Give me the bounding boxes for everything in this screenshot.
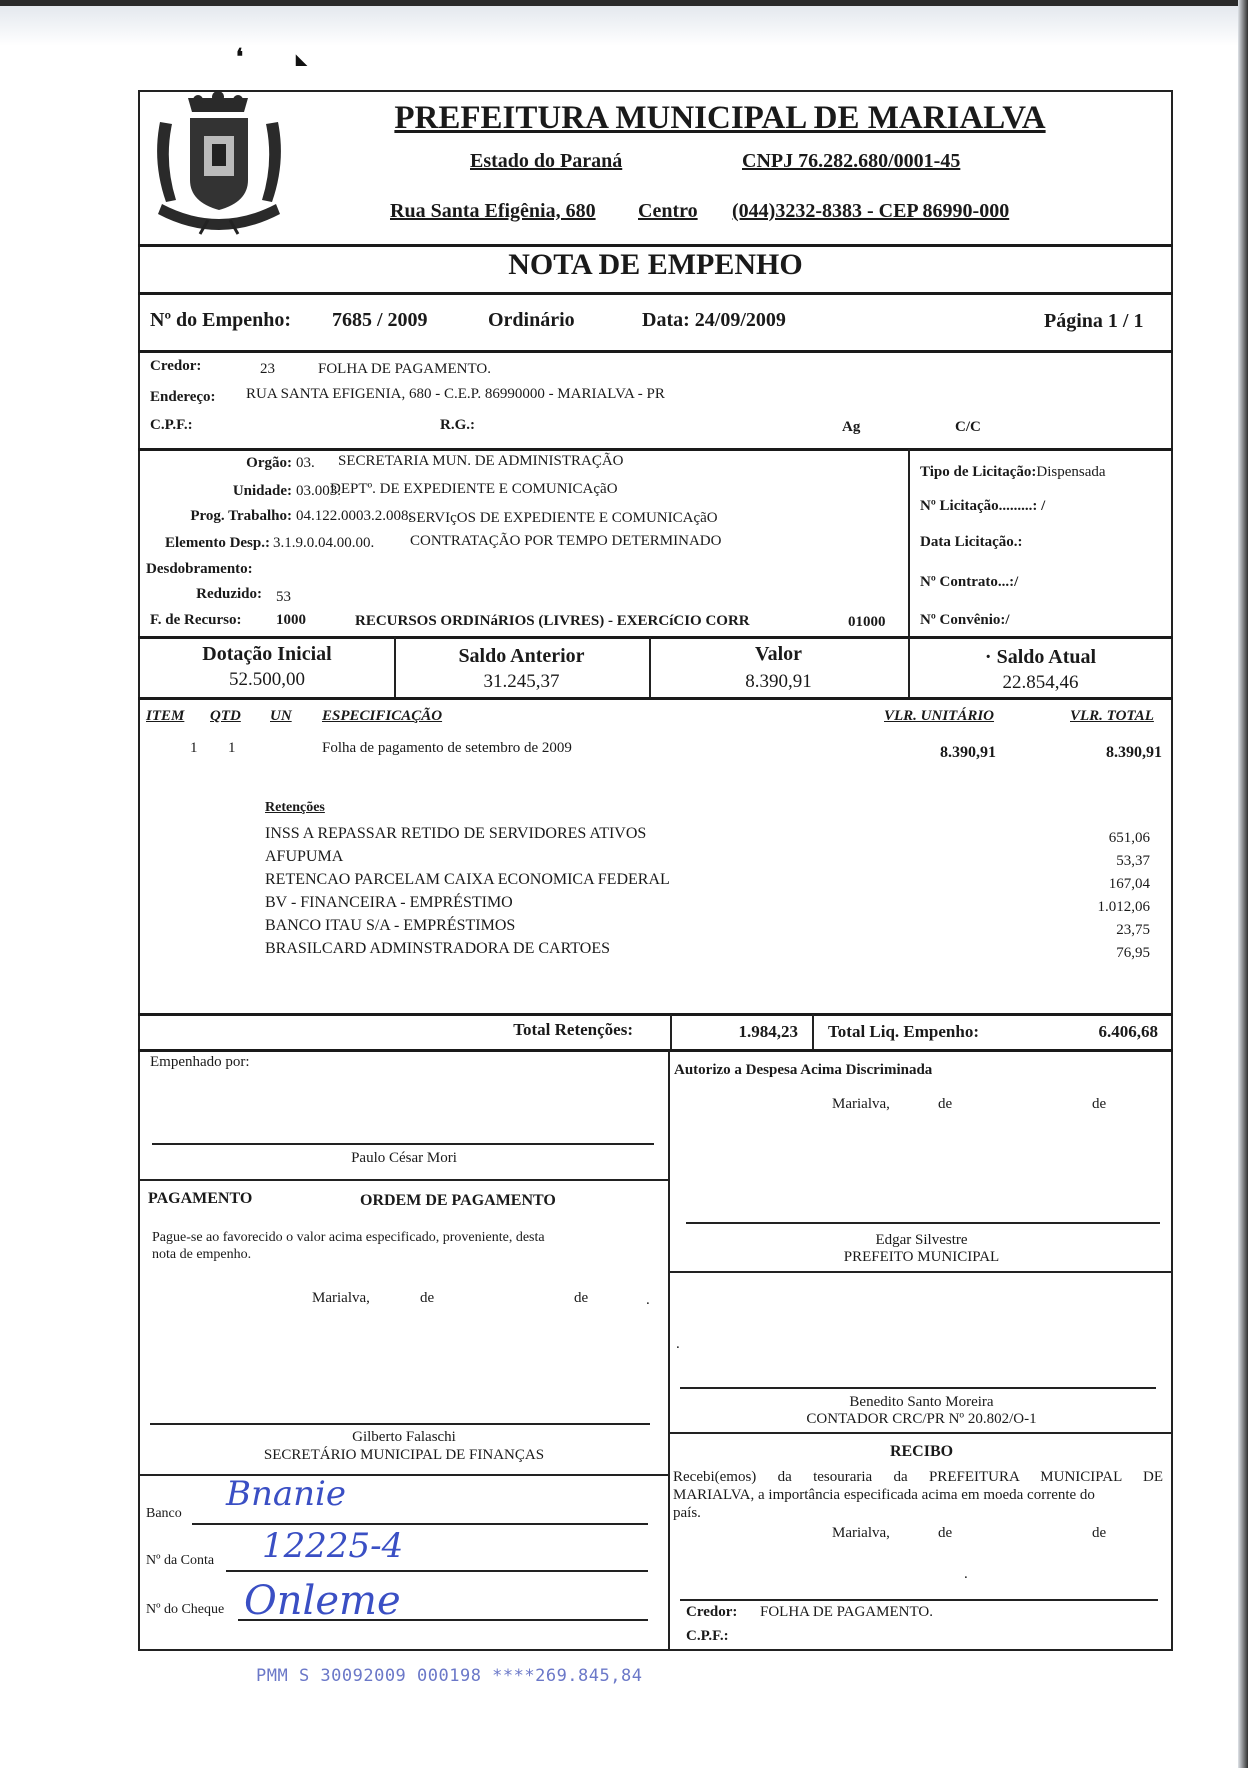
prefeito-signature — [670, 1232, 1173, 1266]
banco-handwritten[interactable]: Bnanie — [226, 1474, 347, 1514]
divider — [138, 697, 1173, 700]
prog-desc: SERVIçOS DE EXPEDIENTE E COMUNICAçãO — [408, 510, 718, 526]
retencao-value: 167,04 — [1108, 876, 1150, 892]
retencao-desc: AFUPUMA — [265, 848, 344, 865]
recibo-dot: . — [964, 1566, 968, 1582]
scan-mark: ❛ — [236, 44, 244, 69]
recurso-label: F. de Recurso: — [150, 612, 242, 628]
autorizo-local: Marialva, — [832, 1096, 890, 1112]
item-number: 1 — [190, 740, 198, 756]
total-retencoes-value: 1.984,23 — [738, 1022, 798, 1041]
col-especificacao: ESPECIFICAÇÃO — [322, 708, 443, 724]
divider — [668, 1050, 670, 1650]
contador-signature — [670, 1394, 1173, 1428]
licitacao-tipo-value: Dispensada — [1036, 464, 1106, 480]
retencoes-list — [265, 822, 670, 960]
col-vlr-unitario: VLR. UNITÁRIO — [884, 708, 995, 724]
retencao-value: 1.012,06 — [1097, 899, 1150, 915]
endereco-label: Endereço: — [150, 389, 216, 405]
credor-code: 23 — [260, 361, 275, 377]
recibo-de2: de — [1092, 1525, 1107, 1541]
recibo-local: Marialva, — [832, 1525, 890, 1541]
header-state: Estado do Paraná — [470, 150, 623, 172]
divider — [138, 448, 1173, 451]
header-address: Rua Santa Efigênia, 680 — [390, 200, 596, 222]
retencao-desc: BV - FINANCEIRA - EMPRÉSTIMO — [265, 894, 513, 911]
licitacao-tipo — [920, 464, 1106, 481]
pagamento-de2: de — [574, 1290, 589, 1306]
recibo-credor-label: Credor: — [686, 1604, 738, 1620]
retencao-desc: INSS A REPASSAR RETIDO DE SERVIDORES ATIVOS — [265, 825, 647, 842]
divider — [668, 1432, 1173, 1434]
divider — [138, 636, 1173, 639]
conta-line — [226, 1570, 648, 1572]
autorizo-de1: de — [938, 1096, 953, 1112]
scan-mark: ◣ — [296, 53, 307, 68]
conta-label: Nº da Conta — [146, 1553, 215, 1568]
unidade-label: Unidade: — [232, 483, 292, 499]
convenio-numero: Nº Convênio:/ — [920, 612, 1010, 628]
divider — [908, 449, 910, 636]
retencao-value: 23,75 — [1116, 922, 1150, 938]
scan-edge-right — [1238, 0, 1248, 1768]
cheque-label: Nº do Cheque — [146, 1602, 225, 1617]
orgao-desc: SECRETARIA MUN. DE ADMINISTRAÇÃO — [338, 453, 624, 469]
header-district: Centro — [638, 200, 698, 222]
divider — [138, 1013, 1173, 1016]
item-vlr-total: 8.390,91 — [1106, 744, 1162, 761]
retencao-desc: RETENCAO PARCELAM CAIXA ECONOMICA FEDERAL — [265, 871, 670, 888]
signature-line — [152, 1143, 654, 1145]
secretario-cargo: SECRETÁRIO MUNICIPAL DE FINANÇAS — [263, 1447, 545, 1463]
pagamento-dot: . — [646, 1292, 650, 1308]
divider — [812, 1014, 814, 1049]
prog-code: 04.122.0003.2.008. — [296, 508, 413, 524]
total-liquido-value: 6.406,68 — [1098, 1022, 1158, 1041]
conta-handwritten[interactable]: 12225-4 — [262, 1526, 404, 1566]
saldo-label: · Saldo Atual — [984, 646, 1097, 668]
divider — [138, 292, 1173, 295]
retencao-value: 76,95 — [1116, 945, 1150, 961]
recibo-title: RECIBO — [889, 1443, 954, 1460]
retencoes-values — [1040, 827, 1150, 965]
divider — [138, 1179, 668, 1181]
empenho-number: 7685 / 2009 — [332, 309, 428, 331]
elemento-code: 3.1.9.0.04.00.00. — [273, 535, 375, 551]
empenho-type: Ordinário — [488, 309, 575, 331]
retencao-desc: BANCO ITAU S/A - EMPRÉSTIMOS — [265, 917, 516, 934]
cheque-handwritten[interactable]: Onleme — [244, 1578, 401, 1624]
saldo-value: 8.390,91 — [745, 671, 812, 692]
recurso-num: 01000 — [848, 614, 886, 630]
item-spec: Folha de pagamento de setembro de 2009 — [322, 740, 572, 756]
retencao-desc: BRASILCARD ADMINSTRADORA DE CARTOES — [265, 940, 611, 957]
retencoes-title: Retenções — [265, 800, 325, 815]
recurso-code: 1000 — [276, 612, 306, 628]
saldo-label: Saldo Anterior — [458, 645, 585, 667]
desdobramento-label: Desdobramento: — [146, 561, 253, 577]
contador-cargo: CONTADOR CRC/PR Nº 20.802/O-1 — [806, 1411, 1037, 1427]
print-stamp: PMM S 30092009 000198 ****269.845,84 — [256, 1666, 643, 1686]
cc-label: C/C — [955, 419, 981, 435]
header-cnpj: CNPJ 76.282.680/0001-45 — [742, 150, 961, 172]
unidade-code: 03.003. — [296, 483, 341, 499]
saldo-value: 31.245,37 — [483, 671, 560, 692]
recibo-texto — [673, 1468, 1163, 1522]
divider — [138, 350, 1173, 353]
divider — [138, 1049, 1173, 1052]
saldo-value: 52.500,00 — [229, 669, 305, 690]
licitacao-numero: Nº Licitação.........: / — [920, 498, 1046, 514]
signature-line — [686, 1222, 1160, 1224]
licitacao-data: Data Licitação.: — [920, 534, 1023, 550]
contrato-numero: Nº Contrato...:/ — [920, 574, 1019, 590]
saldo-label: Dotação Inicial — [202, 643, 332, 665]
divider — [138, 1474, 668, 1476]
unidade-desc: DEPTº. DE EXPEDIENTE E COMUNICAçãO — [330, 481, 618, 497]
col-qtd: QTD — [210, 708, 241, 724]
col-vlr-total: VLR. TOTAL — [1070, 708, 1154, 724]
credor-label: Credor: — [150, 358, 202, 374]
total-liquido-label: Total Liq. Empenho: — [828, 1022, 979, 1041]
recibo-de1: de — [938, 1525, 953, 1541]
recurso-desc: RECURSOS ORDINáRIOS (LIVRES) - EXERCíCIO CORR — [355, 613, 750, 629]
cpf-label: C.P.F.: — [150, 417, 193, 433]
elemento-label: Elemento Desp.: — [165, 535, 270, 551]
pagamento-texto-l1: Pague-se ao favorecido o valor acima especificado, proveniente, desta — [152, 1230, 545, 1245]
rg-label: R.G.: — [440, 417, 475, 433]
reduzido-value: 53 — [276, 589, 291, 605]
signature-line — [680, 1387, 1156, 1389]
secretario-signature — [140, 1428, 668, 1464]
recibo-credor-value: FOLHA DE PAGAMENTO. — [760, 1604, 933, 1620]
empenhado-nome: Paulo César Mori — [351, 1150, 457, 1166]
contador-nome: Benedito Santo Moreira — [849, 1394, 994, 1410]
pagamento-texto-l2: nota de empenho. — [152, 1247, 252, 1262]
empenho-date: Data: 24/09/2009 — [642, 309, 786, 331]
endereco-value: RUA SANTA EFIGENIA, 680 - C.E.P. 86990000 - MARIALVA - PR — [246, 386, 665, 402]
retencao-value: 53,37 — [1116, 853, 1150, 869]
divider — [138, 244, 1173, 247]
item-vlr-unitario: 8.390,91 — [940, 744, 996, 761]
recibo-l3: país. — [673, 1505, 701, 1521]
autorizo-de2: de — [1092, 1096, 1107, 1112]
banco-label: Banco — [146, 1506, 182, 1521]
item-qtd: 1 — [228, 740, 236, 756]
licitacao-tipo-label: Tipo de Licitação: — [920, 464, 1037, 480]
saldo-label: Valor — [754, 643, 803, 665]
prefeito-nome: Edgar Silvestre — [875, 1232, 968, 1248]
scan-shade — [0, 6, 1238, 46]
header-phone-cep: (044)3232-8383 - CEP 86990-000 — [732, 200, 1010, 222]
autorizo-label: Autorizo a Despesa Acima Discriminada — [674, 1062, 933, 1078]
divider — [668, 1271, 1173, 1273]
banco-line — [192, 1523, 648, 1525]
signature-line — [150, 1423, 650, 1425]
total-retencoes-label: Total Retenções: — [513, 1020, 633, 1039]
ordem-pagamento-label: ORDEM DE PAGAMENTO — [360, 1192, 556, 1209]
prefeito-cargo: PREFEITO MUNICIPAL — [843, 1249, 1000, 1265]
recibo-l2: MARIALVA, a importância especificada acima em moeda corrente do — [673, 1487, 1095, 1503]
pagamento-label: PAGAMENTO — [148, 1190, 253, 1207]
orgao-code: 03. — [296, 455, 315, 471]
saldo-value: 22.854,46 — [1002, 672, 1079, 693]
credor-name: FOLHA DE PAGAMENTO. — [318, 361, 491, 377]
page-indicator: Página 1 / 1 — [1044, 310, 1144, 332]
orgao-label: Orgão: — [246, 455, 292, 471]
recibo-cpf-label: C.P.F.: — [686, 1628, 729, 1644]
ag-label: Ag — [842, 419, 861, 435]
col-un: UN — [270, 708, 292, 724]
recibo-l1: Recebi(emos) da tesouraria da PREFEITURA MUNICIPAL DE — [673, 1469, 1163, 1485]
divider — [670, 1014, 672, 1049]
coat-of-arms-icon — [148, 92, 290, 238]
pagamento-local: Marialva, — [312, 1290, 370, 1306]
header-title: PREFEITURA MUNICIPAL DE MARIALVA — [394, 100, 1046, 136]
secretario-nome: Gilberto Falaschi — [352, 1429, 456, 1445]
empenho-number-label: Nº do Empenho: — [150, 309, 292, 331]
document-title: NOTA DE EMPENHO — [508, 248, 803, 281]
contador-dot: . — [676, 1336, 680, 1352]
retencao-value: 651,06 — [1108, 830, 1150, 846]
prog-label: Prog. Trabalho: — [190, 508, 292, 524]
reduzido-label: Reduzido: — [196, 586, 262, 602]
empenhado-label: Empenhado por: — [150, 1054, 250, 1070]
pagamento-texto — [152, 1229, 545, 1263]
col-item: ITEM — [146, 708, 185, 724]
pagamento-de1: de — [420, 1290, 435, 1306]
signature-line — [680, 1599, 1158, 1601]
elemento-desc: CONTRATAÇÃO POR TEMPO DETERMINADO — [410, 533, 722, 549]
